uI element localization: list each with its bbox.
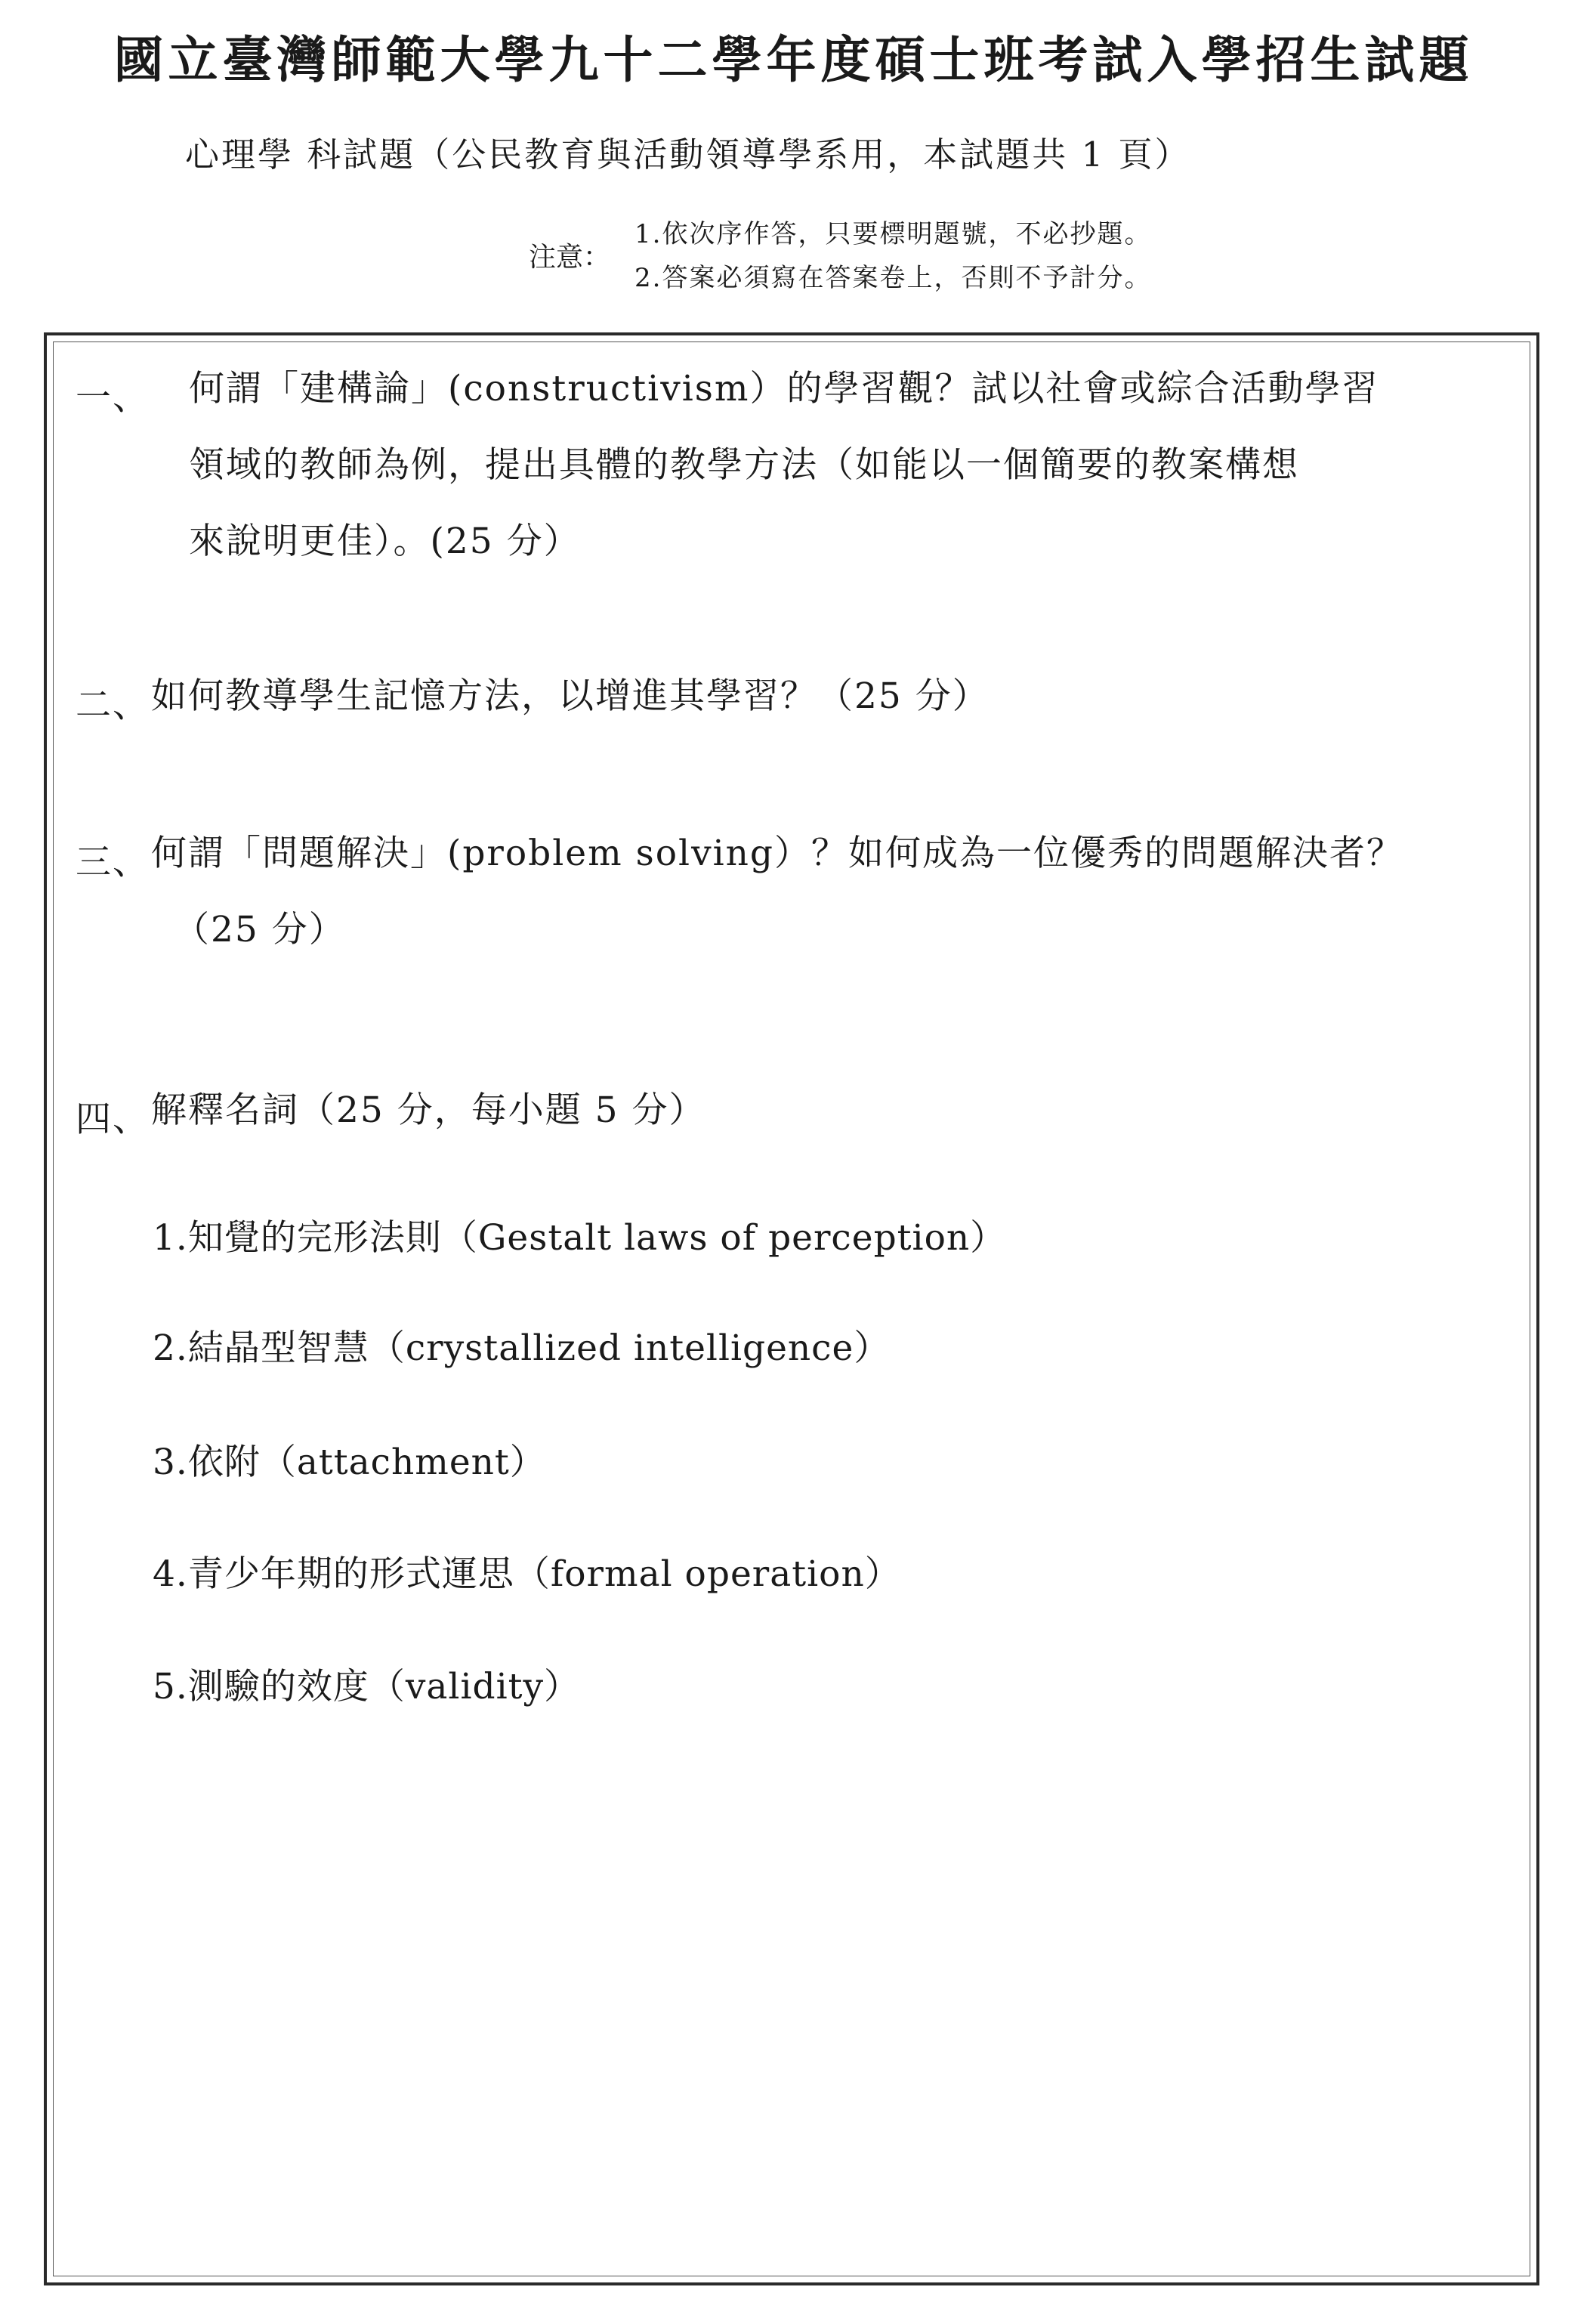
notice-item-2: 2.答案必須寫在答案卷上，否則不予計分。 <box>634 263 1152 293</box>
term-item-4: 4.青少年期的形式運思（formal operation） <box>153 1553 901 1595</box>
question-1-line-2: 領域的教師為例，提出具體的教學方法（如能以一個簡要的教案構想 <box>189 444 1299 486</box>
term-item-3: 3.依附（attachment） <box>153 1442 546 1483</box>
question-4-number: 四、 <box>76 1099 150 1140</box>
question-1-line-3: 來說明更佳）。(25 分） <box>189 521 581 562</box>
term-item-1: 1.知覺的完形法則（Gestalt laws of perception） <box>153 1217 1007 1259</box>
question-3-number: 三、 <box>76 842 150 883</box>
question-2-line-1: 如何教導學生記憶方法，以增進其學習？（25 分） <box>151 675 990 717</box>
notice-label: 注意： <box>529 242 611 273</box>
exam-subtitle: 心理學 科試題（公民教育與活動領導學系用，本試題共 1 頁） <box>185 134 1191 175</box>
exam-title: 國立臺灣師範大學九十二學年度碩士班考試入學招生試題 <box>113 30 1474 89</box>
question-box-inner-border <box>53 341 1530 2276</box>
term-item-2: 2.結晶型智慧（crystallized intelligence） <box>153 1327 891 1369</box>
question-2-number: 二、 <box>76 685 150 726</box>
question-1-line-1: 何謂「建構論」(constructivism）的學習觀？試以社會或綜合活動學習 <box>189 368 1379 409</box>
question-3-line-2: （25 分） <box>174 909 346 950</box>
notice-item-1: 1.依次序作答，只要標明題號，不必抄題。 <box>634 219 1152 249</box>
question-4-line-1: 解釋名詞（25 分，每小題 5 分） <box>151 1089 706 1131</box>
question-box <box>44 332 1539 2285</box>
term-item-5: 5.測驗的效度（validity） <box>153 1666 581 1707</box>
question-1-number: 一、 <box>76 377 150 419</box>
question-3-line-1: 何謂「問題解決」(problem solving）？如何成為一位優秀的問題解決者？ <box>151 833 1404 874</box>
